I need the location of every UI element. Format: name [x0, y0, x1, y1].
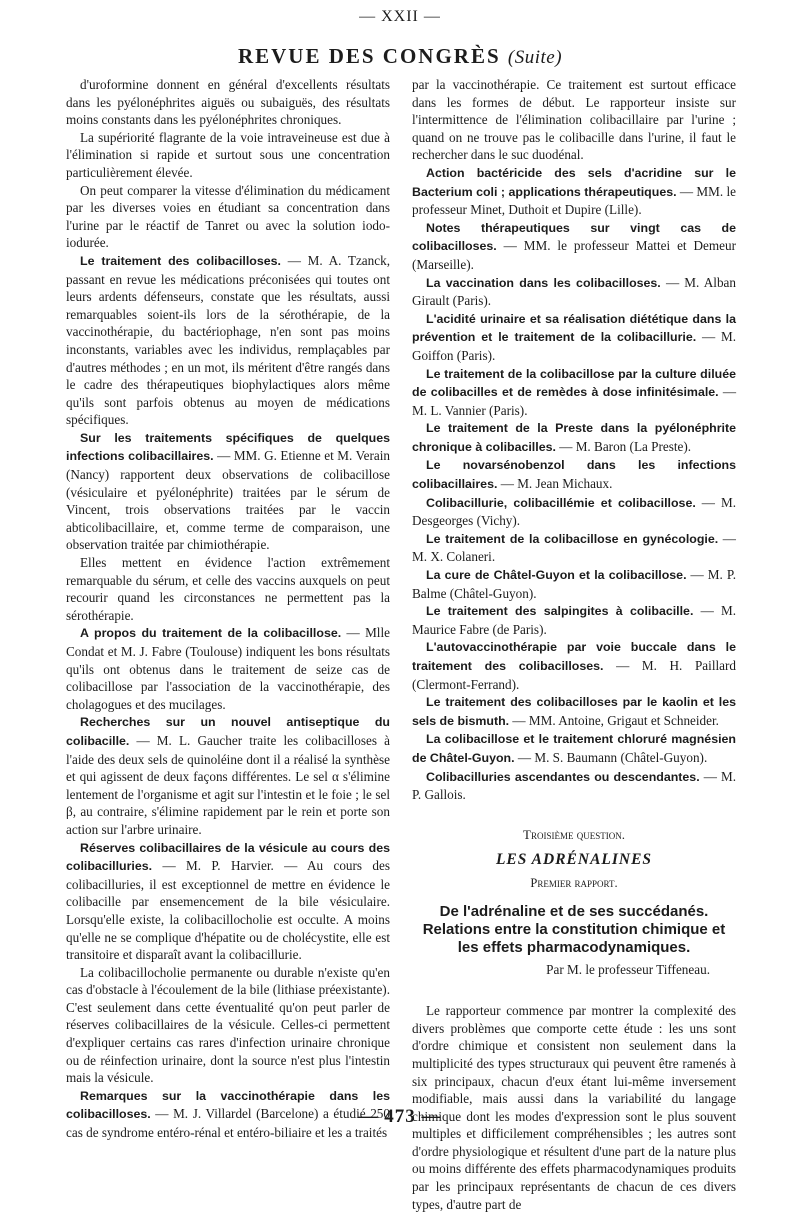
paragraph-heading: Le traitement de la Preste dans la pyélonéphrite chronique à colibacilles.: [412, 421, 736, 454]
paragraph: [412, 310, 736, 365]
paragraph-text: — MM. Antoine, Grigaut et Schneider.: [509, 712, 719, 728]
paragraph-text: — M. P. Balme (Châtel-Guyon).: [412, 567, 736, 601]
paragraph-heading: Le traitement des colibacilloses.: [80, 253, 281, 268]
paragraph: [412, 602, 736, 638]
paragraph-heading: Le traitement de la colibacillose en gynécologie.: [426, 531, 719, 546]
paragraph-heading: Le novarsénobenzol dans les infections colibacillaires.: [412, 458, 736, 492]
paragraph-heading: Colibacilluries ascendantes ou descendantes.: [426, 769, 700, 784]
paragraph-heading: Remarques sur la vaccinothérapie dans les colibacilloses.: [66, 1088, 390, 1122]
paragraph-text: — M. X. Colaneri.: [412, 530, 736, 565]
running-title: REVUE DES CONGRÈS: [237, 44, 501, 68]
paragraph: [412, 638, 736, 693]
paragraph: [412, 693, 736, 730]
paragraph: [66, 964, 390, 1087]
paragraph-text: — M. Desgeorges (Vichy).: [412, 494, 736, 529]
paragraph-heading: A propos du traitement de la colibacillose.: [80, 626, 342, 641]
paragraph-text: par la vaccinothérapie. Ce traitement est surtout efficace dans les formes de début. Le rapporteur insiste sur l'intermittence de l'élimination colibacillaire par l'urine ; quand on ne trouve pas le colibacille dans l'urine, il faut le rechercher dans le suc duodénal.: [412, 77, 736, 163]
paragraph: [66, 76, 390, 129]
paragraph-text: — M. L. Vannier (Paris).: [412, 384, 737, 418]
paragraph-text: — M. Jean Michaux.: [497, 476, 613, 492]
paragraph: [412, 274, 736, 310]
paragraph-heading: L'autovaccinothérapie par voie buccale dans le traitement des colibacilloses.: [412, 640, 736, 673]
paragraph-text: — M. Baron (La Preste).: [555, 438, 692, 454]
paragraph: [412, 164, 736, 219]
paragraph-heading: La cure de Châtel-Guyon et la colibacillose.: [426, 568, 687, 583]
paragraph: [66, 839, 390, 964]
paragraph: [412, 76, 736, 164]
paragraph-text: — M. L. Gaucher traite les colibacilloses à l'aide des deux sels de quinoléine dont il a réalisé la synthèse et qui agissent de deux façons différentes. Le sel α s'élimine lentement de l'organisme et agit sur l'intestin et le foie ; le sel β, au contraire, s'élimine rapidement par le rein et porte son action sur l'arbre urinaire.: [66, 732, 390, 837]
paragraph-text: — M. Alban Girault (Paris).: [412, 274, 736, 309]
paragraph-text: d'uroformine donnent en général d'excellents résultats dans les pyélonéphrites aiguës ou subaiguës, des résultats moins constants dans les pyélonéphrites chroniques.: [66, 77, 390, 128]
paragraph: [412, 365, 736, 420]
paragraph-text: — M. J. Villardel (Barcelone) a étudié 250 cas de syndrome entéro-rénal et entéro-biliaire et les a traités: [66, 1106, 390, 1141]
paragraph: [66, 713, 390, 838]
paragraph: [66, 429, 390, 554]
paragraph-text: Elles mettent en évidence l'action extrêmement remarquable du sérum, et celle des vaccins auxquels on peut recourir quand les circonstances ne permettent pas la sérothérapie.: [66, 555, 390, 623]
paragraph: [66, 624, 390, 713]
paragraph-heading: Le traitement de la colibacillose par la culture diluée de colibacilles et de remèdes à dose infinitésimale.: [412, 366, 736, 400]
paragraph-text: — M. H. Paillard (Clermont-Ferrand).: [412, 658, 736, 692]
running-header: [0, 44, 800, 69]
paragraph-heading: Le traitement des colibacilloses par le kaolin et les sels de bismuth.: [412, 695, 736, 728]
paragraph-text: — MM. le professeur Mattei et Demeur (Marseille).: [412, 238, 736, 272]
paragraph-heading: Recherches sur un nouvel antiseptique du colibacille.: [66, 715, 390, 748]
paragraph-heading: Sur les traitements spécifiques de quelques infections colibacillaires.: [66, 430, 390, 464]
paragraph-heading: L'acidité urinaire et sa réalisation diététique dans la prévention et le traitement de la colibacillurie.: [412, 311, 736, 345]
paragraph-heading: Le traitement des salpingites à colibacille.: [426, 604, 694, 619]
paragraph-heading: Action bactéricide des sels d'acridine sur le Bacterium coli ; applications thérapeutiques.: [412, 165, 736, 199]
report-title: De l'adrénaline et de ses succédanés. Relations entre la constitution chimique et les effets pharmacodynamiques.: [422, 902, 726, 956]
paragraph: [66, 252, 390, 429]
paragraph-text: La colibacillocholie permanente ou durable n'existe qu'en cas d'obstacle à l'écoulement de la bile (lithiase préexistante). C'est seulement dans cette éventualité qu'on peut parler de réserves colibacillaires de la vésicule. Celles-ci permettent d'expliquer certains cas rares d'infection urinaire chronique ou de réinfection urinaire, dont la source n'est plus l'intestin mais la vésicule.: [66, 964, 390, 1086]
paragraph: [412, 530, 736, 566]
roman-page-number: — XXII —: [359, 8, 441, 25]
paragraph-text: La supériorité flagrante de la voie intraveineuse est due à l'élimination si rapide et surtout sous une concentration particulièrement élevée.: [66, 129, 390, 180]
paragraph-text: — M. A. Tzanck, passant en revue les médications préconisées qui toutes ont leurs ardents défenseurs, constate que les résultats, aussi remarquables soient-ils lors de la sérothérapie, de la vaccinothérapie, du bactériophage, n'en sont pas moins inconstants, variables avec les individus, remplaçables par d'autres méthodes ; en un mot, ils méritent d'être rangés dans le cadre des thérapeutiques biophylactiques alors même qu'ils sont parfois obtenus au moyen de médications spécifiques.: [66, 252, 391, 428]
paragraph-heading: Réserves colibacillaires de la vésicule au cours des colibacilluries.: [66, 840, 390, 874]
question-label: Troisième question.: [523, 826, 625, 842]
paragraph-text: — M. P. Gallois.: [412, 768, 736, 803]
paragraph-text: — M. S. Baumann (Châtel-Guyon).: [514, 749, 708, 765]
paragraph-text: — MM. le professeur Minet, Duthoit et Dupire (Lille).: [412, 183, 737, 218]
paragraph: [66, 129, 390, 182]
section-title: LES ADRÉNALINES: [495, 851, 653, 869]
running-suffix: (Suite): [507, 47, 563, 68]
paragraph-heading: La colibacillose et le traitement chloruré magnésien de Châtel-Guyon.: [412, 732, 736, 765]
paragraph: [66, 554, 390, 624]
paragraph: [412, 219, 736, 274]
paragraph: [412, 730, 736, 767]
right-column: [412, 76, 736, 1213]
paragraph: [412, 494, 736, 530]
paragraph: [412, 419, 736, 456]
paragraph: [66, 182, 390, 252]
page-number: — 473 —: [358, 1106, 442, 1127]
paragraph: [412, 456, 736, 493]
paragraph-text: — MM. G. Etienne et M. Verain (Nancy) rapportent deux observations de colibacillose (vésiculaire et pyélonéphrite) traitées par le sérum de Vincent, trois observations traitées par le vaccin abticolibacillaire, et, comme terme de comparaison, une observation traitée par chimiothérapie.: [66, 448, 390, 553]
report-byline: Par M. le professeur Tiffeneau.: [546, 961, 710, 977]
report-body: Le rapporteur commence par montrer la complexité des divers problèmes que comporte cette étude : les uns sont d'ordre chimique et consistent non seulement dans la multiplicité des types structuraux qui peuvent être ramenés à six principaux, chacun d'eux étant lui-même inversement modifiable, mais aussi dans la variabilité du langage chimique dont les modes d'expression sont le plus souvent multiples et difficilement compréhensibles ; les autres sont d'ordre physiologique et résultent d'une part de la nature plus ou moins différente des effets pharmacodynamiques produits par les principaux représentants de chacun de ces divers types, d'autre part de: [412, 1003, 736, 1212]
paragraph-heading: Notes thérapeutiques sur vingt cas de colibacilloses.: [412, 220, 736, 254]
paragraph-text: — Mlle Condat et M. J. Fabre (Toulouse) indiquent les bons résultats qu'ils ont obtenus dans le traitement de seize cas de colibacillose par l'association de la vaccinothérapie, des cholagogues et des mucilages.: [66, 625, 390, 712]
paragraph-text: — M. Maurice Fabre (de Paris).: [412, 603, 736, 637]
paragraph-text: — M. P. Harvier. — Au cours des colibacilluries, il est exceptionnel de mettre en évidence le colibacille par ensemencement de la bile vésiculaire. Lorsqu'elle existe, la colibacillocholie est occulte. A moins qu'elle ne se complique d'hépatite ou de cholécystite, elle est transitoire et disparaît avant la colibacillurie.: [66, 858, 390, 963]
paragraph: [412, 768, 736, 804]
paragraph-text: — M. Goiffon (Paris).: [412, 329, 736, 363]
paragraph-heading: Colibacillurie, colibacillémie et colibacillose.: [426, 495, 696, 510]
paragraph: [412, 566, 736, 602]
left-column: [66, 76, 390, 1142]
report-label: Premier rapport.: [530, 875, 618, 890]
paragraph-text: On peut comparer la vitesse d'élimination du médicament par les diverses voies en étudiant sa concentration dans l'urine par le réactif de Tanret ou avec la solution iodo-iodurée.: [66, 182, 390, 251]
paragraph-heading: La vaccination dans les colibacilloses.: [426, 275, 661, 290]
abstracts-list: [412, 76, 736, 804]
